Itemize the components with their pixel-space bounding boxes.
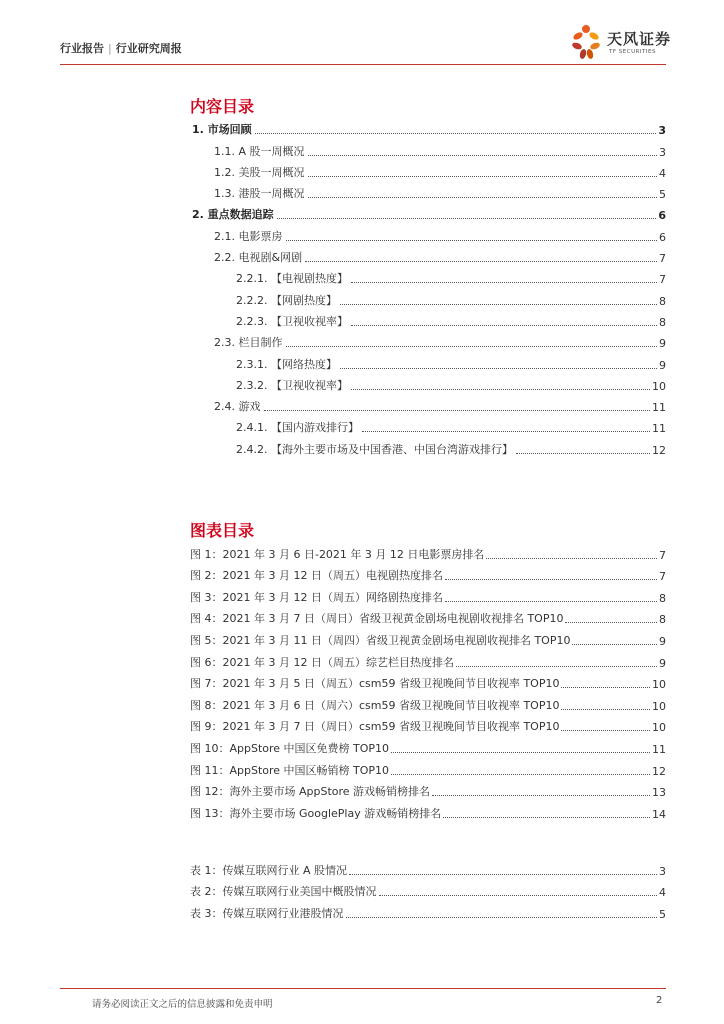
- leader-dots: [277, 218, 657, 219]
- figure-entry-text: 图 13：海外主要市场 GooglePlay 游戏畅销榜排名: [190, 806, 442, 820]
- table-entry[interactable]: [190, 856, 666, 878]
- leader-dots: [362, 431, 650, 432]
- toc-entry-page: 7: [659, 273, 666, 287]
- leader-dots: [561, 709, 650, 710]
- footer-disclaimer: 请务必阅读正文之后的信息披露和免责申明: [92, 999, 273, 1010]
- figure-entry-text: 图 8：2021 年 3 月 6 日（周六）csm59 省级卫视晚间节目收视率 TOP10: [190, 698, 560, 712]
- figure-entry[interactable]: [190, 691, 666, 713]
- toc-entry[interactable]: [190, 350, 666, 371]
- figure-entry-text: 图 5：2021 年 3 月 11 日（周四）省级卫视黄金剧场电视剧收视排名 TOP10: [190, 633, 571, 647]
- toc-entry-page: 10: [652, 379, 666, 393]
- leader-dots: [561, 687, 650, 688]
- leader-dots: [346, 917, 658, 918]
- leader-dots: [391, 774, 650, 775]
- figures-title: 图表目录: [190, 521, 255, 540]
- figure-entry-page: 10: [652, 699, 666, 713]
- leader-dots: [340, 304, 657, 305]
- toc-entry[interactable]: [190, 116, 666, 137]
- toc-entry[interactable]: [190, 244, 666, 265]
- company-logo: [569, 24, 679, 62]
- figure-entry-text: 图 7：2021 年 3 月 5 日（周五）csm59 省级卫视晚间节目收视率 TOP10: [190, 677, 560, 691]
- toc-entry-text: 1. 市场回顾: [192, 123, 252, 137]
- toc-entry[interactable]: [190, 265, 666, 286]
- table-entry-page: 5: [659, 907, 666, 921]
- leader-dots: [572, 644, 657, 645]
- figure-entry-page: 14: [652, 807, 666, 821]
- toc-entry-page: 6: [658, 209, 666, 223]
- leader-dots: [305, 261, 657, 262]
- toc-entry-page: 6: [659, 230, 666, 244]
- figure-entry-page: 10: [652, 678, 666, 692]
- toc-entry-page: 8: [659, 315, 666, 329]
- toc-entry-page: 3: [659, 145, 666, 159]
- leader-dots: [445, 601, 657, 602]
- toc-entry-page: 12: [652, 443, 666, 457]
- toc-entry-page: 9: [659, 358, 666, 372]
- toc-entry-text: 2.4.2. 【海外主要市场及中国香港、中国台湾游戏排行】: [236, 442, 513, 456]
- figure-entry[interactable]: [190, 756, 666, 778]
- toc-entry[interactable]: [190, 372, 666, 393]
- leader-dots: [432, 795, 650, 796]
- toc-entry[interactable]: [190, 435, 666, 456]
- toc-entry[interactable]: [190, 222, 666, 243]
- leader-dots: [561, 730, 650, 731]
- leader-dots: [308, 176, 658, 177]
- toc-entry-page: 11: [652, 422, 666, 436]
- figure-entry[interactable]: [190, 799, 666, 821]
- toc-entry[interactable]: [190, 137, 666, 158]
- figure-entry[interactable]: [190, 713, 666, 735]
- figure-entry-page: 10: [652, 721, 666, 735]
- figure-entry-text: 图 6：2021 年 3 月 12 日（周五）综艺栏目热度排名: [190, 655, 454, 669]
- toc-entry[interactable]: [190, 180, 666, 201]
- page-number: 2: [656, 995, 663, 1006]
- toc-title: 内容目录: [190, 97, 255, 116]
- figure-entry-page: 13: [652, 786, 666, 800]
- toc-entry-page: 9: [659, 337, 666, 351]
- toc-entry-page: 7: [659, 252, 666, 266]
- toc-entry-page: 4: [659, 166, 666, 180]
- toc-entry-text: 2.4.1. 【国内游戏排行】: [236, 421, 359, 435]
- toc-entry-page: 8: [659, 294, 666, 308]
- leader-dots: [340, 368, 657, 369]
- toc-entry[interactable]: [190, 308, 666, 329]
- header-separator: |: [108, 42, 112, 55]
- toc-entry-text: 2.3.1. 【网络热度】: [236, 357, 337, 371]
- table-entry[interactable]: [190, 878, 666, 900]
- toc-entry[interactable]: [190, 159, 666, 180]
- figure-entry[interactable]: [190, 583, 666, 605]
- leader-dots: [255, 133, 657, 134]
- figure-entry[interactable]: [190, 626, 666, 648]
- figure-entry-text: 图 4：2021 年 3 月 7 日（周日）省级卫视黄金剧场电视剧收视排名 TOP10: [190, 612, 564, 626]
- table-entry-text: 表 2：传媒互联网行业美国中概股情况: [190, 885, 377, 899]
- figure-entry-page: 7: [659, 570, 666, 584]
- toc-entry-text: 2.2.3. 【卫视收视率】: [236, 314, 348, 328]
- toc-entry[interactable]: [190, 393, 666, 414]
- leader-dots: [351, 325, 657, 326]
- table-entry-page: 3: [659, 864, 666, 878]
- toc-entry-text: 2.3. 栏目制作: [214, 336, 283, 350]
- leader-dots: [308, 197, 658, 198]
- figure-entry-text: 图 2：2021 年 3 月 12 日（周五）电视剧热度排名: [190, 569, 443, 583]
- leader-dots: [379, 895, 658, 896]
- report-header: [60, 40, 182, 56]
- leader-dots: [445, 579, 657, 580]
- figure-entry[interactable]: [190, 734, 666, 756]
- logo-subtitle: TF SECURITIES: [609, 49, 656, 55]
- toc-entry-text: 2.1. 电影票房: [214, 229, 283, 243]
- leader-dots: [351, 282, 657, 283]
- figure-entry-page: 7: [659, 548, 666, 562]
- toc-entry-text: 1.3. 港股一周概况: [214, 187, 305, 201]
- figure-entry[interactable]: [190, 648, 666, 670]
- tables-list: [190, 856, 666, 921]
- logo-name: 天风证券: [607, 30, 672, 48]
- table-entry-page: 4: [659, 886, 666, 900]
- header-rule: [60, 64, 666, 65]
- figure-entry-text: 图 9：2021 年 3 月 7 日（周日）csm59 省级卫视晚间节目收视率 TOP10: [190, 720, 560, 734]
- figure-entry[interactable]: [190, 778, 666, 800]
- toc-list: [190, 116, 666, 457]
- figure-entry-page: 8: [659, 613, 666, 627]
- figure-entry-text: 图 1：2021 年 3 月 6 日-2021 年 3 月 12 日电影票房排名: [190, 547, 485, 561]
- leader-dots: [349, 874, 657, 875]
- leader-dots: [264, 410, 651, 411]
- leader-dots: [443, 817, 650, 818]
- toc-entry-page: 5: [659, 188, 666, 202]
- toc-entry-text: 2.2. 电视剧&网剧: [214, 251, 303, 265]
- figure-entry[interactable]: [190, 540, 666, 562]
- figure-entry-text: 图 11：AppStore 中国区畅销榜 TOP10: [190, 763, 390, 777]
- leader-dots: [516, 453, 650, 454]
- figure-entry-page: 9: [659, 634, 666, 648]
- figures-list: [190, 540, 666, 821]
- leader-dots: [351, 389, 650, 390]
- header-report-type: 行业报告: [60, 42, 104, 55]
- figure-entry[interactable]: [190, 670, 666, 692]
- toc-entry-text: 2.2.2. 【网剧热度】: [236, 293, 337, 307]
- leader-dots: [391, 752, 650, 753]
- figure-entry-page: 9: [659, 656, 666, 670]
- figure-entry[interactable]: [190, 605, 666, 627]
- figure-entry[interactable]: [190, 562, 666, 584]
- leader-dots: [565, 622, 657, 623]
- toc-entry[interactable]: [190, 286, 666, 307]
- table-entry-text: 表 3：传媒互联网行业港股情况: [190, 906, 344, 920]
- toc-entry-text: 2.2.1. 【电视剧热度】: [236, 272, 348, 286]
- toc-entry-text: 2. 重点数据追踪: [192, 208, 274, 222]
- leader-dots: [286, 346, 658, 347]
- footer-rule: [60, 988, 666, 989]
- leader-dots: [286, 240, 658, 241]
- toc-entry-page: 11: [652, 401, 666, 415]
- figure-entry-text: 图 3：2021 年 3 月 12 日（周五）网络剧热度排名: [190, 590, 443, 604]
- table-entry-text: 表 1：传媒互联网行业 A 股情况: [190, 863, 348, 877]
- toc-entry[interactable]: [190, 201, 666, 222]
- leader-dots: [308, 155, 657, 156]
- figure-entry-page: 11: [652, 742, 666, 756]
- table-entry[interactable]: [190, 899, 666, 921]
- toc-entry-text: 1.2. 美股一周概况: [214, 165, 305, 179]
- toc-entry[interactable]: [190, 414, 666, 435]
- header-report-subtype: 行业研究周报: [115, 42, 182, 55]
- figure-entry-text: 图 12：海外主要市场 AppStore 游戏畅销榜排名: [190, 785, 431, 799]
- toc-entry-text: 1.1. A 股一周概况: [214, 144, 305, 158]
- leader-dots: [486, 558, 657, 559]
- tf-logo-icon: [569, 24, 603, 60]
- figure-entry-page: 8: [659, 591, 666, 605]
- leader-dots: [456, 666, 657, 667]
- figure-entry-page: 12: [652, 764, 666, 778]
- toc-entry[interactable]: [190, 329, 666, 350]
- toc-entry-text: 2.3.2. 【卫视收视率】: [236, 378, 348, 392]
- toc-entry-page: 3: [658, 124, 666, 138]
- figure-entry-text: 图 10：AppStore 中国区免费榜 TOP10: [190, 741, 390, 755]
- toc-entry-text: 2.4. 游戏: [214, 400, 261, 414]
